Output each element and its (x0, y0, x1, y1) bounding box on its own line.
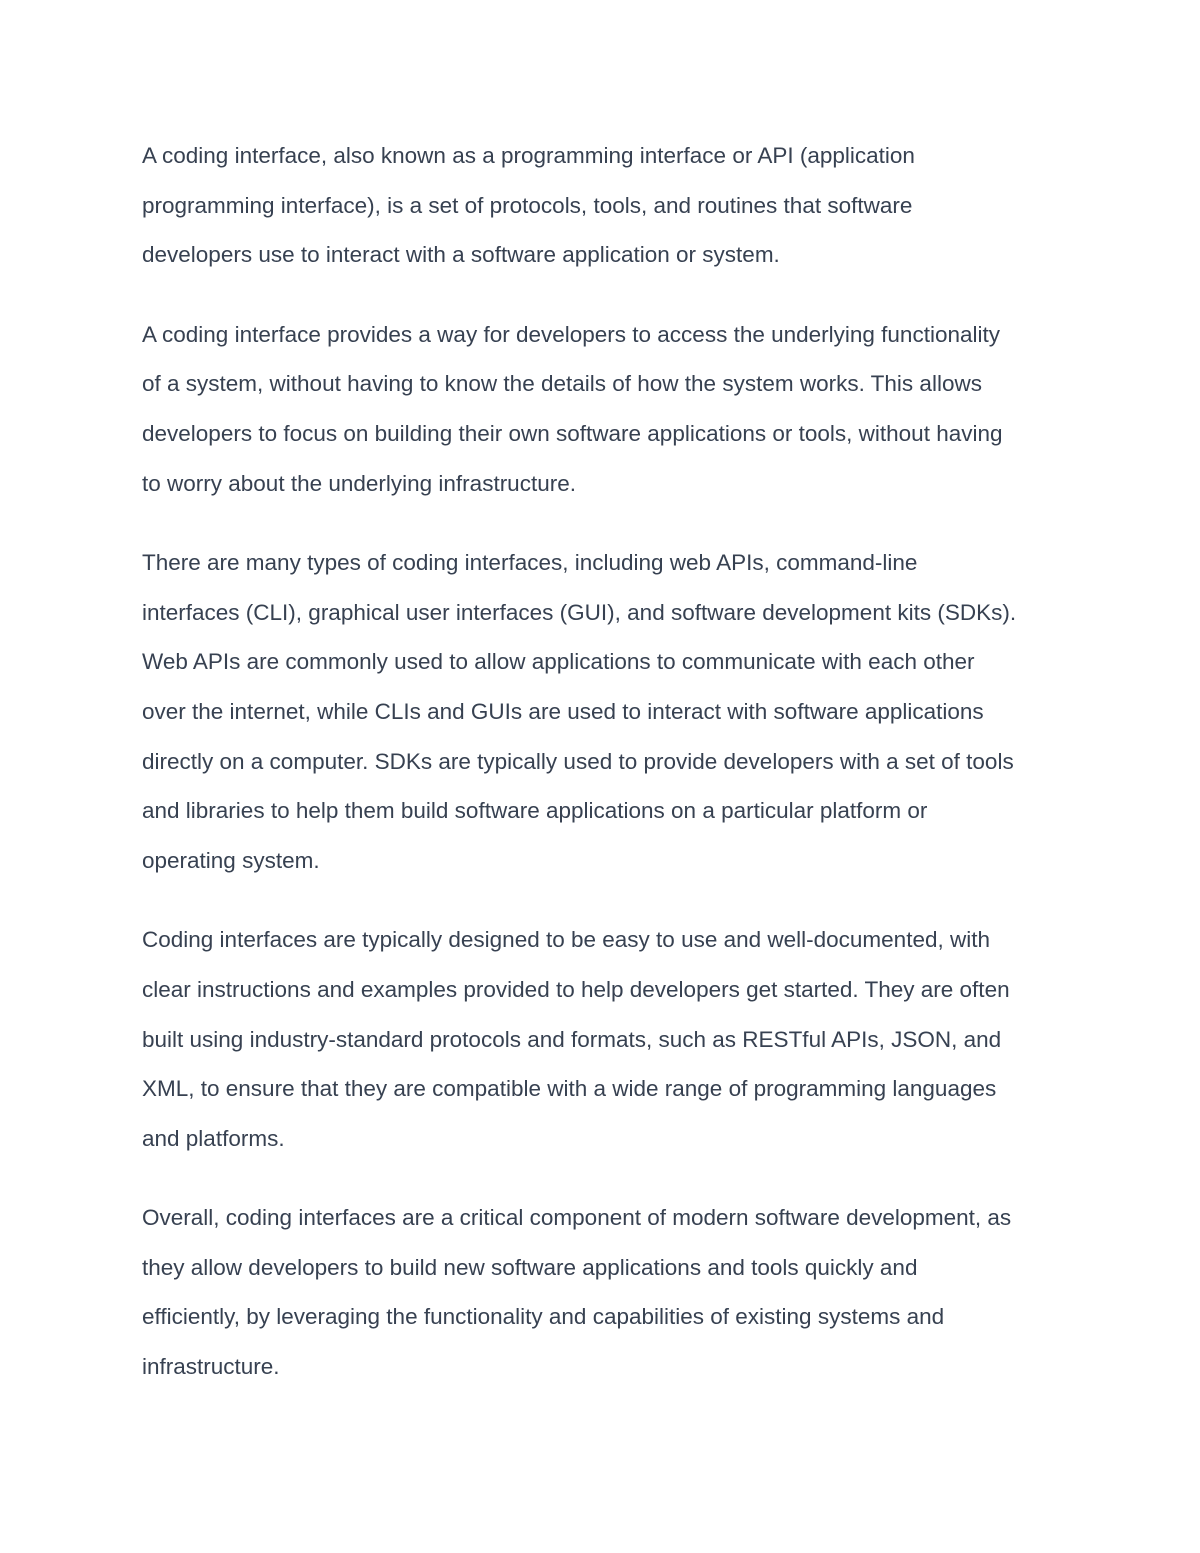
paragraph-line: Overall, coding interfaces are a critical component of modern software development, as (142, 1205, 1012, 1231)
paragraph-line: Web APIs are commonly used to allow applications to communicate with each other (142, 649, 975, 675)
paragraph-line: to worry about the underlying infrastructure. (142, 470, 576, 496)
paragraph-line: A coding interface provides a way for developers to access the underlying functionality (142, 321, 1000, 347)
paragraph-line: built using industry-standard protocols and formats, such as RESTful APIs, JSON, and (142, 1026, 1002, 1052)
paragraph-line: over the internet, while CLIs and GUIs are used to interact with software applications (142, 698, 984, 724)
paragraph-line: efficiently, by leveraging the functionality and capabilities of existing systems and (142, 1304, 945, 1330)
paragraph-line: Coding interfaces are typically designed to be easy to use and well-documented, with (142, 927, 990, 953)
paragraph-line: clear instructions and examples provided to help developers get started. They are often (142, 976, 1010, 1002)
paragraph-line: they allow developers to build new software applications and tools quickly and (142, 1254, 918, 1280)
paragraph-5 (142, 1193, 1062, 1391)
paragraph-line: directly on a computer. SDKs are typically used to provide developers with a set of tools (142, 748, 1014, 774)
paragraph-line: developers use to interact with a software application or system. (142, 242, 780, 268)
paragraph-line: developers to focus on building their own software applications or tools, without having (142, 420, 1003, 446)
paragraph-line: and libraries to help them build software applications on a particular platform or (142, 798, 928, 824)
paragraph-line: programming interface), is a set of protocols, tools, and routines that software (142, 192, 913, 218)
paragraph-4 (142, 915, 1062, 1163)
paragraph-1 (142, 131, 1062, 280)
paragraph-line: XML, to ensure that they are compatible with a wide range of programming languages (142, 1076, 997, 1102)
paragraph-line: There are many types of coding interfaces, including web APIs, command-line (142, 550, 918, 576)
paragraph-line: and platforms. (142, 1125, 285, 1151)
paragraph-3 (142, 538, 1062, 885)
paragraph-line: A coding interface, also known as a programming interface or API (application (142, 143, 915, 168)
paragraph-line: operating system. (142, 847, 320, 873)
paragraph-line: of a system, without having to know the details of how the system works. This allows (142, 371, 982, 397)
paragraph-line: infrastructure. (142, 1354, 280, 1380)
document-body (142, 131, 1062, 1422)
paragraph-2 (142, 310, 1062, 508)
paragraph-line: interfaces (CLI), graphical user interfaces (GUI), and software development kits (SDKs). (142, 599, 1017, 625)
